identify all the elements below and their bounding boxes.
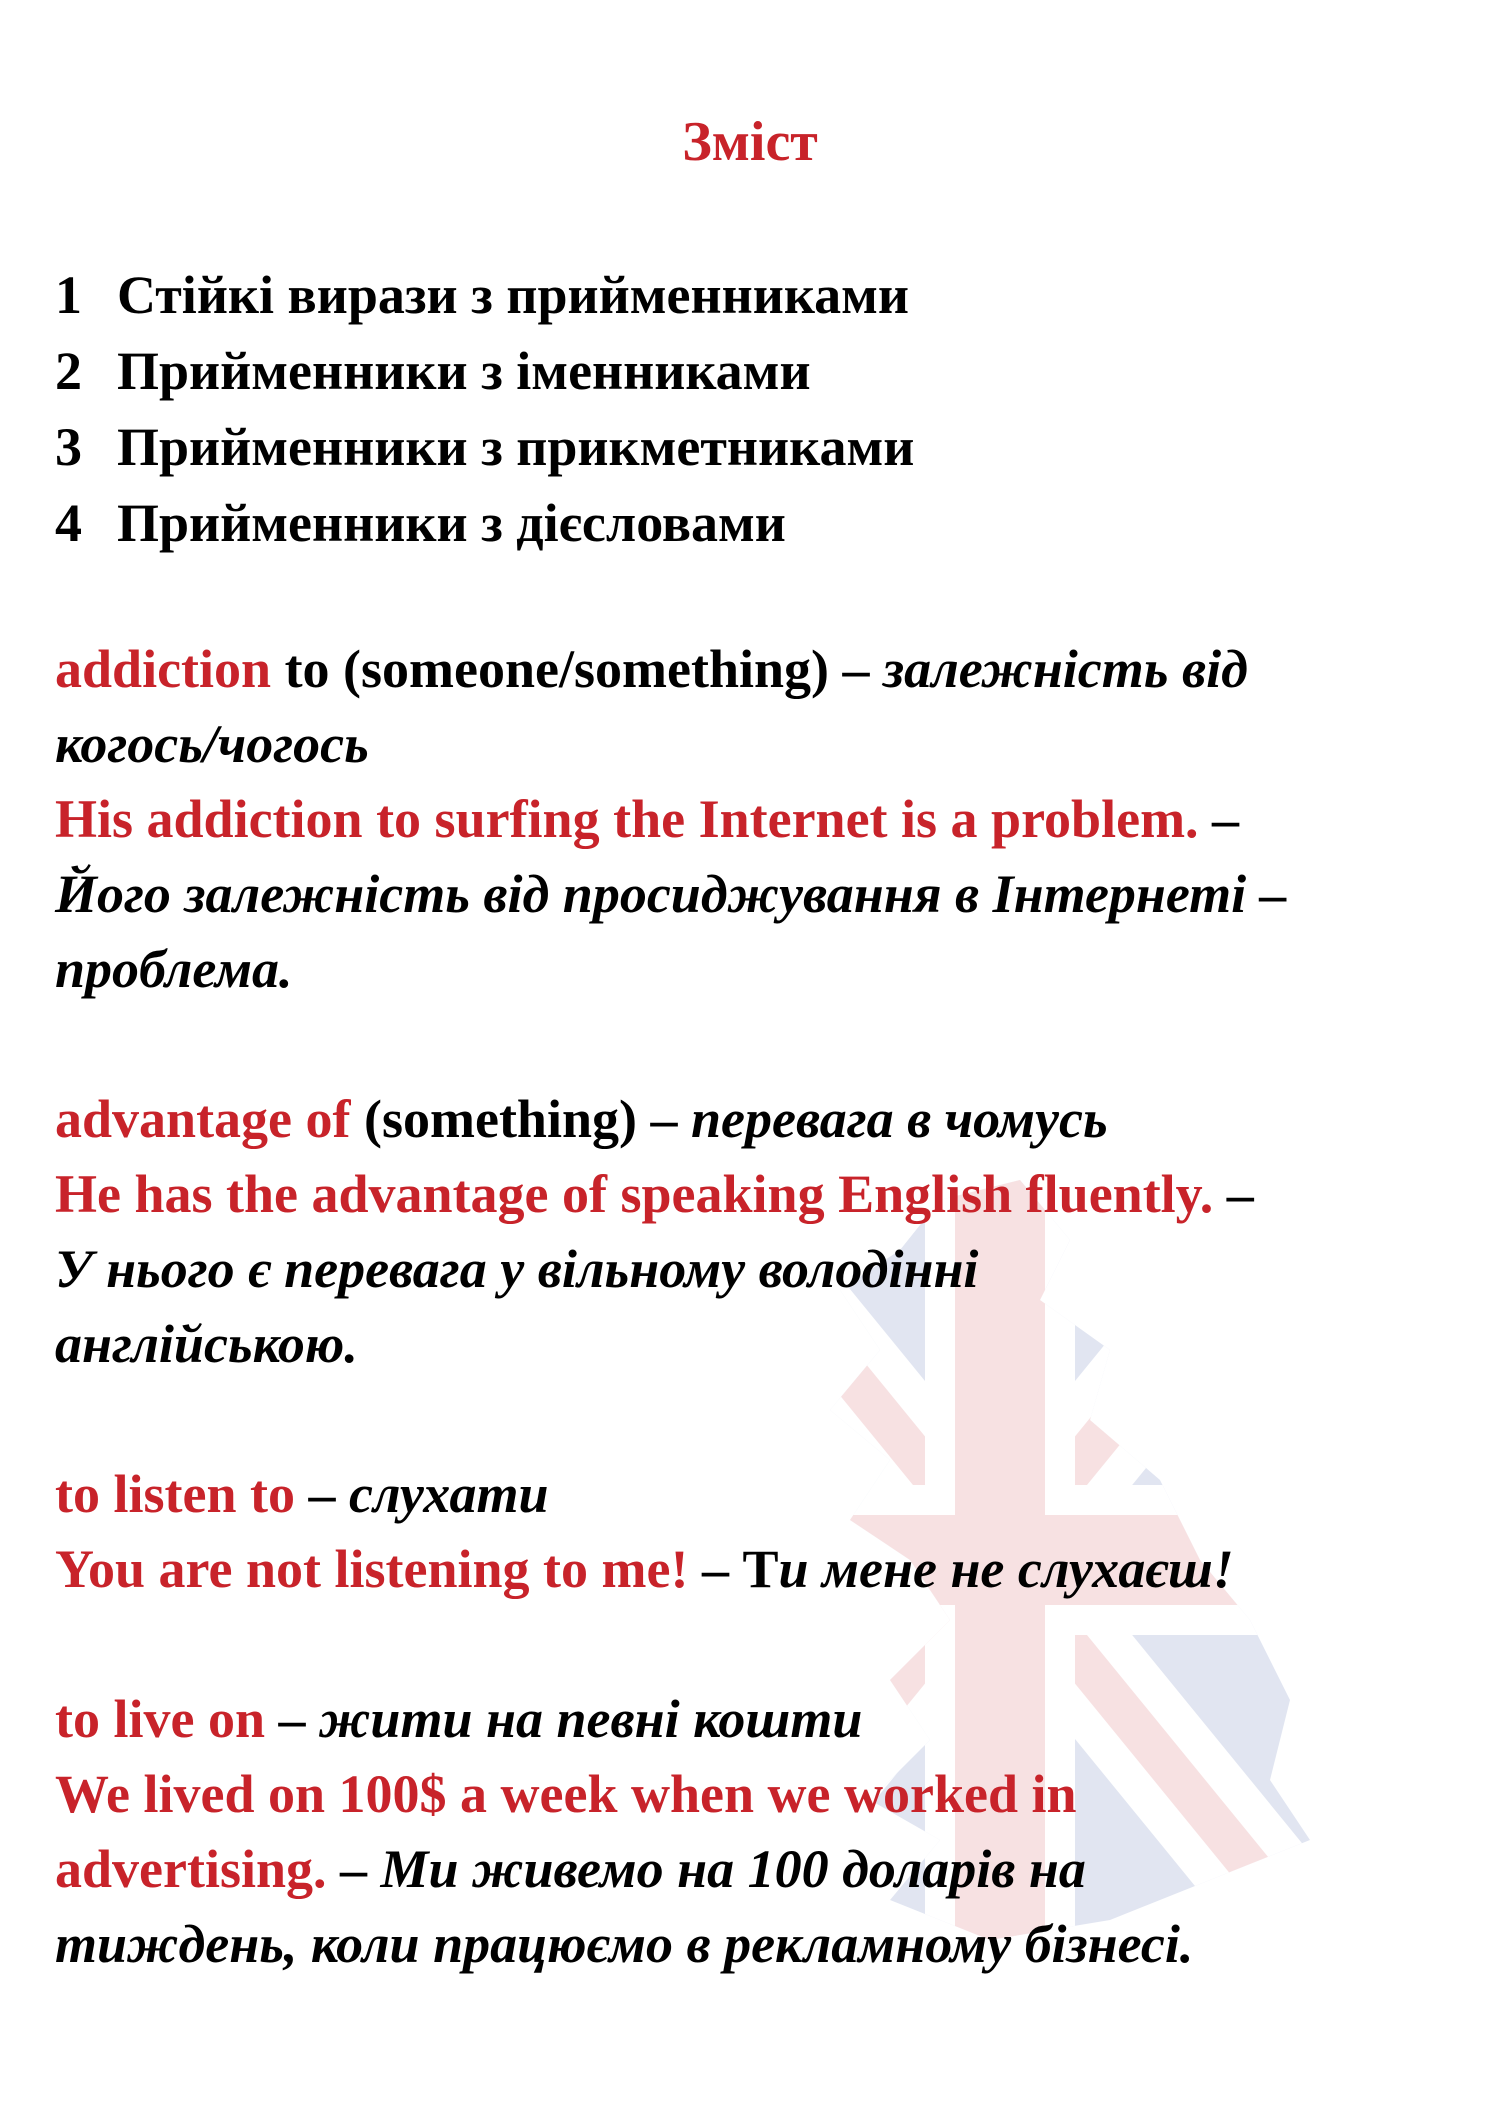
entry-phrase-rest: (something) – bbox=[350, 1089, 678, 1149]
entry-example-translation: и мене не слухаєш! bbox=[778, 1539, 1234, 1599]
entry-example-dash: – bbox=[326, 1839, 368, 1899]
entry-example-translation-cont: англійською. bbox=[55, 1314, 358, 1374]
entry-phrase-line bbox=[55, 1457, 1475, 1532]
toc-item-2 bbox=[55, 333, 914, 409]
entry-translation-cont: когось/чогось bbox=[55, 714, 369, 774]
entry-example-line bbox=[55, 1532, 1475, 1607]
toc-item-number: 4 bbox=[55, 493, 82, 553]
toc-item-label: Прийменники з іменниками bbox=[117, 341, 811, 401]
entry-phrase-rest: – bbox=[294, 1464, 336, 1524]
entry-phrase-keyword: to listen to bbox=[55, 1464, 295, 1524]
entry-phrase-line bbox=[55, 1082, 1475, 1157]
toc-item-label: Стійкі вирази з прийменниками bbox=[117, 265, 910, 325]
entry-example-dash: – bbox=[1213, 1164, 1254, 1224]
entry-example-translation: У нього є перевага у вільному володінні bbox=[55, 1239, 979, 1299]
entry-example-dash: – Т bbox=[688, 1539, 779, 1599]
entry-example: His addiction to surfing the Internet is a problem. bbox=[55, 789, 1199, 849]
entry-translation: жити на певні кошти bbox=[305, 1689, 863, 1749]
entry-phrase-keyword: addiction bbox=[55, 639, 272, 699]
vocabulary-entries bbox=[55, 632, 1475, 2057]
entry-translation: залежність від bbox=[869, 639, 1248, 699]
entry-advantage bbox=[55, 1082, 1475, 1382]
toc-item-label: Прийменники з прикметниками bbox=[117, 417, 915, 477]
entry-example-cont: advertising. bbox=[55, 1839, 327, 1899]
entry-example: You are not listening to me! bbox=[55, 1539, 689, 1599]
toc-item-1 bbox=[55, 257, 914, 333]
entry-phrase-line bbox=[55, 1682, 1475, 1757]
entry-translation: перевага в чомусь bbox=[677, 1089, 1108, 1149]
entry-phrase-keyword: advantage of bbox=[55, 1089, 351, 1149]
toc-item-number: 1 bbox=[55, 265, 82, 325]
entry-phrase-rest: to (someone/something) – bbox=[271, 639, 870, 699]
toc-item-4 bbox=[55, 485, 914, 561]
entry-example-line bbox=[55, 1832, 1475, 1907]
entry-example-translation-cont: тиждень, коли працюємо в рекламному бізнесі. bbox=[55, 1914, 1194, 1974]
entry-example-dash: – bbox=[1198, 789, 1240, 849]
entry-phrase-rest: – bbox=[265, 1689, 306, 1749]
entry-listen bbox=[55, 1457, 1475, 1607]
toc-item-label: Прийменники з дієсловами bbox=[117, 493, 786, 553]
toc-item-number: 3 bbox=[55, 417, 82, 477]
entry-translation: слухати bbox=[335, 1464, 549, 1524]
entry-example: He has the advantage of speaking English fluently. bbox=[55, 1164, 1214, 1224]
entry-example-line bbox=[55, 1157, 1475, 1232]
entry-live-on bbox=[55, 1682, 1475, 1982]
entry-example-line bbox=[55, 782, 1475, 857]
toc-item-3 bbox=[55, 409, 914, 485]
page-title: Зміст bbox=[682, 111, 818, 173]
entry-example: We lived on 100$ a week when we worked in bbox=[55, 1764, 1077, 1824]
entry-example-translation: Його залежність від просиджування в Інтернеті – bbox=[55, 864, 1287, 924]
entry-example-translation: Ми живемо на 100 доларів на bbox=[367, 1839, 1086, 1899]
toc-item-number: 2 bbox=[55, 341, 82, 401]
entry-addiction bbox=[55, 632, 1475, 1007]
entry-phrase-line bbox=[55, 632, 1475, 707]
entry-phrase-keyword: to live on bbox=[55, 1689, 265, 1749]
table-of-contents bbox=[55, 257, 914, 561]
entry-example-translation-cont: проблема. bbox=[55, 939, 293, 999]
